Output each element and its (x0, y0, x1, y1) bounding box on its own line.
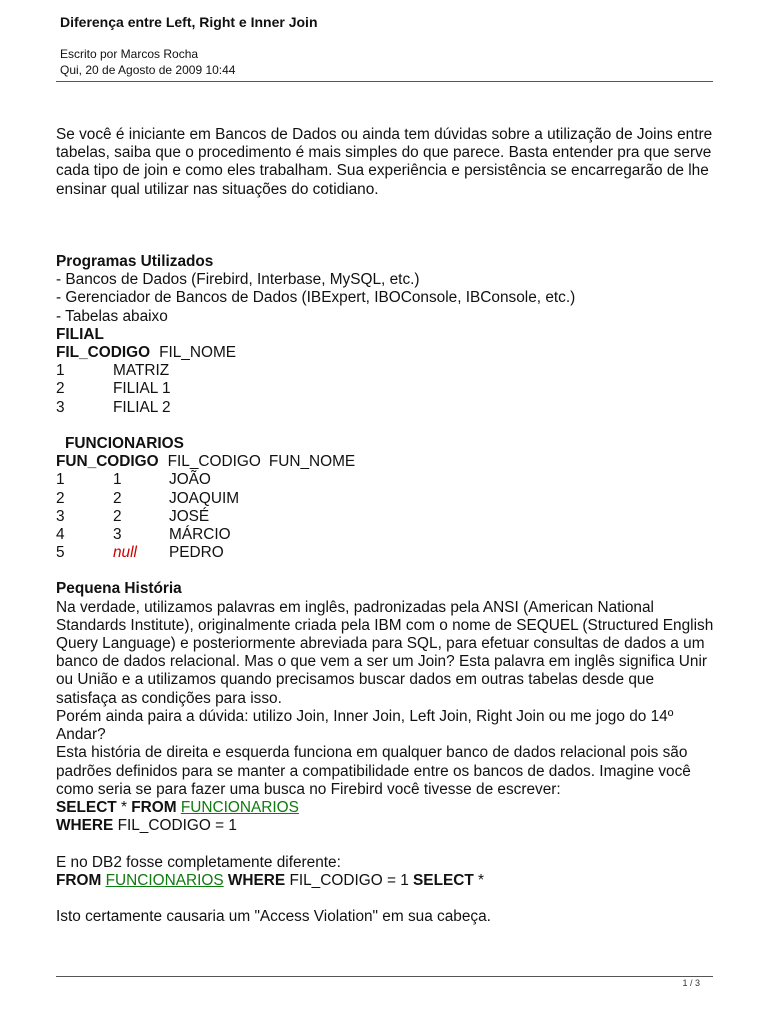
funcionarios-cell-fun-nome: JOÃO (169, 471, 211, 489)
spacer (56, 890, 716, 908)
filial-header-row (56, 344, 716, 362)
table-row (56, 490, 716, 508)
filial-cell-codigo: 3 (56, 398, 65, 416)
funcionarios-cell-fun-codigo: 3 (56, 507, 65, 525)
spacer (56, 417, 716, 435)
filial-cell-codigo: 1 (56, 362, 65, 380)
spacer (56, 562, 716, 580)
funcionarios-cell-fil-codigo: 2 (113, 507, 122, 525)
sql-keyword-from: FROM (56, 871, 102, 889)
funcionarios-cell-fun-nome: PEDRO (169, 544, 224, 562)
funcionarios-cell-fun-codigo: 5 (56, 544, 65, 562)
programs-heading: Programas Utilizados (56, 253, 214, 270)
funcionarios-cell-fil-codigo: 2 (113, 489, 122, 507)
history-paragraph: Esta história de direita e esquerda funciona em qualquer banco de dados relacional pois são padrões definidos para se manter a compatibilidade entre os bancos de dados. Imagine você como seria se para fazer uma busca no Firebird você tivesse de escrever: (56, 744, 691, 798)
sql-example-db2 (56, 872, 716, 890)
db2-intro: E no DB2 fosse completamente diferente: (56, 853, 341, 871)
table-row (56, 399, 716, 417)
funcionarios-col-fil-codigo: FIL_CODIGO (167, 453, 261, 471)
spacer (56, 235, 716, 253)
filial-table-name: FILIAL (56, 325, 104, 343)
funcionarios-cell-fun-codigo: 1 (56, 471, 65, 489)
page-number: 1 / 3 (682, 978, 700, 988)
sql-keyword-where: WHERE (56, 817, 114, 835)
footer-divider (56, 976, 713, 977)
funcionarios-cell-fil-codigo: 3 (113, 525, 122, 543)
funcionarios-cell-fun-codigo: 4 (56, 525, 65, 543)
article-date: Qui, 20 de Agosto de 2009 10:44 (60, 63, 236, 77)
history-paragraph: Porém ainda paira a dúvida: utilizo Join, Inner Join, Left Join, Right Join ou me jogo do 14º Andar? (56, 707, 674, 744)
sql-example-firebird (56, 799, 716, 817)
history-heading: Pequena História (56, 580, 182, 598)
funcionarios-cell-fun-nome: JOSÉ (169, 507, 210, 525)
filial-col-nome: FIL_NOME (159, 344, 237, 362)
funcionarios-cell-fun-codigo: 2 (56, 489, 65, 507)
sql-keyword-where: WHERE (227, 871, 286, 889)
header-divider (56, 81, 713, 82)
sql-star: * (116, 798, 132, 816)
table-row (56, 471, 716, 489)
filial-cell-nome: FILIAL 2 (113, 398, 171, 416)
article-title: Diferença entre Left, Right e Inner Join (60, 14, 318, 30)
funcionarios-cell-fun-nome: MÁRCIO (169, 525, 231, 543)
funcionarios-col-fun-codigo: FUN_CODIGO (56, 453, 159, 471)
sql-keyword-select: SELECT (56, 798, 117, 816)
funcionarios-col-fun-nome: FUN_NOME (268, 453, 356, 471)
spacer (56, 199, 716, 235)
article-author: Escrito por Marcos Rocha (60, 47, 199, 61)
funcionarios-cell-fun-nome: JOAQUIM (169, 489, 240, 507)
sql-condition: FIL_CODIGO = 1 (285, 871, 414, 889)
spacer (56, 835, 716, 853)
filial-cell-codigo: 2 (56, 380, 65, 398)
table-row (56, 508, 716, 526)
closing-paragraph: Isto certamente causaria um "Access Violation" em sua cabeça. (56, 908, 491, 926)
funcionarios-link[interactable]: FUNCIONARIOS (180, 798, 299, 816)
filial-col-codigo: FIL_CODIGO (56, 344, 151, 362)
sql-keyword-from: FROM (131, 798, 177, 816)
article-body (56, 126, 716, 926)
sql-condition: FIL_CODIGO = 1 (113, 817, 237, 835)
filial-cell-nome: FILIAL 1 (113, 380, 171, 398)
funcionarios-cell-fil-codigo: 1 (113, 471, 122, 489)
table-row (56, 362, 716, 380)
intro-paragraph: Se você é iniciante em Bancos de Dados ou ainda tem dúvidas sobre a utilização de Joins entre tabelas, saiba que o procedimento é mais simples do que parece. Basta entender pra que serve cada tipo de join e como eles trabalham. Sua experiência e persistência se encarregarão de lhe ensinar qual utilizar nas situações do cotidiano. (56, 126, 713, 198)
programs-item: - Bancos de Dados (Firebird, Interbase, MySQL, etc.) (56, 271, 420, 289)
sql-example-firebird-where (56, 817, 716, 835)
sql-keyword-select: SELECT (413, 871, 474, 889)
funcionarios-cell-fil-codigo-null: null (113, 544, 137, 562)
funcionarios-header-row (56, 453, 716, 471)
funcionarios-link[interactable]: FUNCIONARIOS (105, 871, 224, 889)
programs-item: - Tabelas abaixo (56, 307, 168, 325)
table-row (56, 526, 716, 544)
table-row (56, 380, 716, 398)
funcionarios-table-name: FUNCIONARIOS (65, 434, 184, 452)
filial-cell-nome: MATRIZ (113, 362, 170, 380)
table-row (56, 544, 716, 562)
history-paragraph: Na verdade, utilizamos palavras em inglês, padronizadas pela ANSI (American National Standards Institute), originalmente criada pela IBM com o nome de SEQUEL (Structured English Query Language) e posteriormente abreviada para SQL, para efetuar consultas de dados a um banco de dados relacional. Mas o que vem a ser um Join? Esta palavra em inglês significa Unir ou União e a utilizamos quando precisamos buscar dados em outras tabelas desde que satisfaça as condições para isso. (56, 598, 714, 707)
sql-star: * (473, 871, 485, 889)
programs-item: - Gerenciador de Bancos de Dados (IBExpert, IBOConsole, IBConsole, etc.) (56, 289, 576, 307)
